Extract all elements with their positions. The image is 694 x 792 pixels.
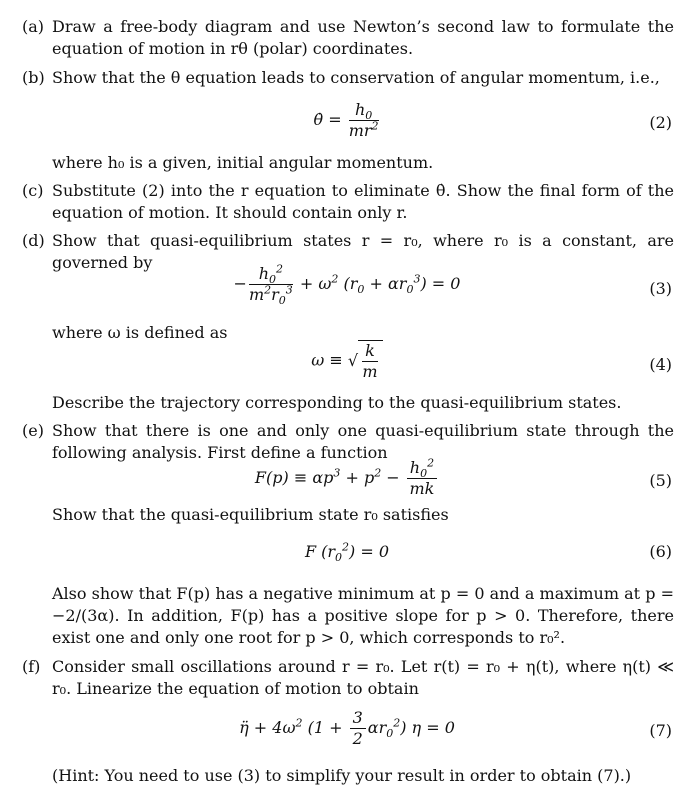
equation-number: (6) [649, 542, 672, 561]
part-text: Draw a free-body diagram and use Newton’s second law to formulate the equation of motion in rθ (polar) coordinates. [52, 17, 674, 58]
equation-5: $F(p) \equiv \alpha p^3 + p^2$ − $\frac{h_0^2}{mk}$ (5) [254, 456, 672, 498]
equation-7: η̈ + $4\omega^2$ (1 + $\frac{3}{2}$ $\alpha r_0^2$) η = 0 (7) [239, 708, 672, 748]
paragraph: where h₀ is a given, initial angular momentum. [52, 153, 434, 172]
part-text: Show that there is one and only one quasi-equilibrium state through the following analysis. First define a function [52, 421, 674, 462]
equation-3: − $\frac{h_0^2}{m^2r_0^3}$ + $\omega^2$ $(r_0 + \alpha r_0^3) = 0$ (3) [233, 262, 672, 308]
paragraph: Show that the quasi-equilibrium state r₀ satisfies [52, 505, 449, 524]
equation-number: (2) [649, 113, 672, 132]
part-label: (d) [22, 231, 45, 250]
equation-number: (7) [649, 721, 672, 740]
equation-number: (3) [649, 279, 672, 298]
paragraph: where ω is defined as [52, 323, 228, 342]
part-text: Consider small oscillations around r = r₀. Let r(t) = r₀ + η(t), where η(t) ≪ r₀. Linearize the equation of motion to obtain [52, 657, 674, 698]
part-label: (b) [22, 68, 45, 87]
equation-6: F $(r_0^2) = 0$ (6) [304, 540, 672, 565]
part-label: (f) [22, 657, 41, 676]
equation-number: (4) [649, 355, 672, 374]
hint: (Hint: You need to use (3) to simplify your result in order to obtain (7).) [52, 766, 632, 785]
part-text: Substitute (2) into the r equation to eliminate θ̇. Show the final form of the equation of motion. It should contain only r. [52, 181, 674, 222]
paragraph: Describe the trajectory corresponding to the quasi-equilibrium states. [52, 393, 622, 412]
equation-4: ω ≡ √ $\frac{k}{m}$ (4) [311, 341, 672, 381]
part-label: (c) [22, 181, 44, 200]
part-label: (e) [22, 421, 44, 440]
part-label: (a) [22, 17, 45, 36]
equation-number: (5) [649, 471, 672, 490]
part-text: Show that quasi-equilibrium states r = r₀, where r₀ is a constant, are governed by [52, 231, 674, 272]
part-text: Show that the θ equation leads to conservation of angular momentum, i.e., [52, 68, 660, 87]
paragraph: Also show that F(p) has a negative minimum at p = 0 and a maximum at p = −2/(3α). In addition, F(p) has a positive slope for p > 0. Therefore, there exist one and only one root for p > 0, which corresponds to r₀². [52, 584, 674, 647]
equation-2: θ̇ = $\frac{h_0}{mr^2}$ (2) [313, 100, 672, 140]
